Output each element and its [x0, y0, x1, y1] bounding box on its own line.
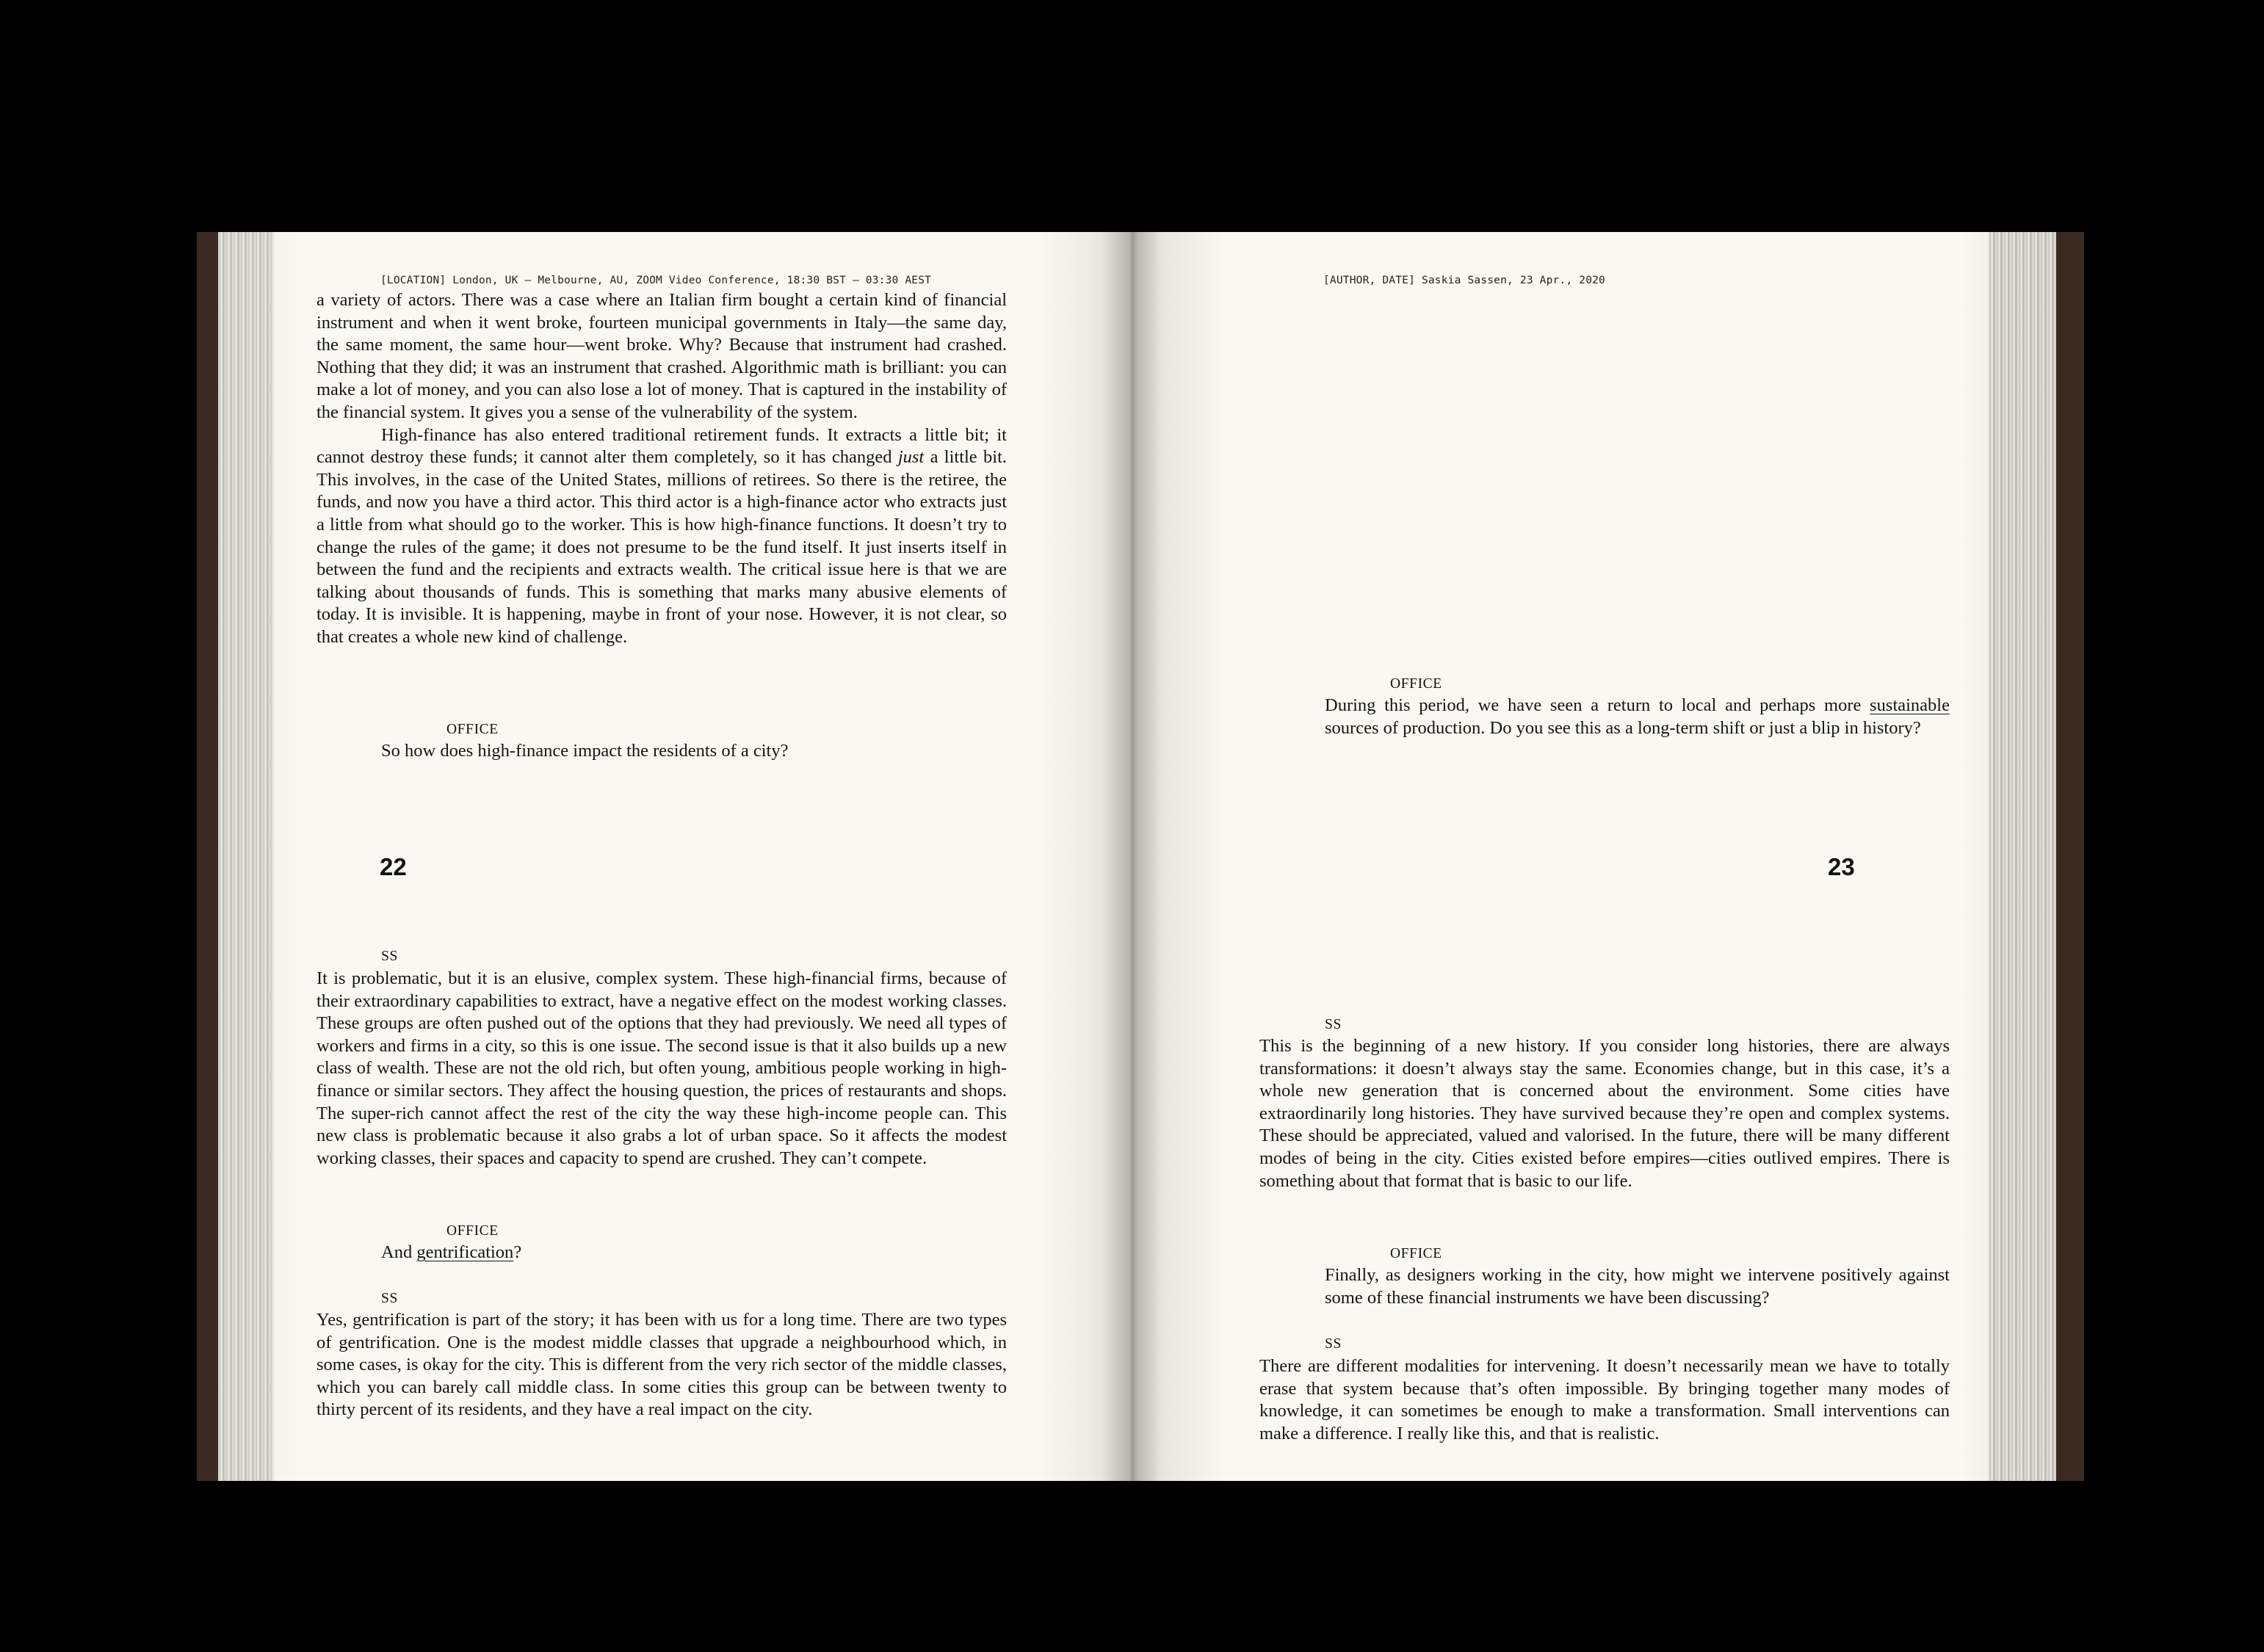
right-page — [1131, 232, 1989, 1481]
office-question: Finally, as designers working in the city, how might we intervene positively against some of these financial instruments we have been discussing? — [1325, 1265, 1950, 1308]
page-edges-right — [1989, 232, 2056, 1481]
ss-answer: This is the beginning of a new history. If you consider long histories, there are always transformations: it doesn’t always stay the same. Economies change, but in this case, it’s a whole new generation that is concerned about the environment. Some cities have extraordinarily long histories. They have survived because they’re open and complex systems. These should be appreciated, valued and valorised. In the future, there will be many different modes of being in the city. Cities existed before empires—cities outlived empires. There is something about that format that is basic to our life. — [1259, 1036, 1950, 1191]
running-head-left: [LOCATION] London, UK — Melbourne, AU, ZOOM Video Conference, 18:30 BST — 03:30 AEST — [380, 275, 932, 286]
speaker-label-office: OFFICE — [446, 1223, 499, 1239]
page-number-left: 22 — [380, 853, 407, 880]
underlined-term: gentrification — [416, 1242, 514, 1262]
page-edges-left — [218, 232, 274, 1481]
speaker-label-office: OFFICE — [446, 722, 499, 737]
running-head-right: [AUTHOR, DATE] Saskia Sassen, 23 Apr., 2020 — [1323, 275, 1605, 286]
office-question: And gentrification? — [381, 1242, 522, 1262]
speaker-label-office: OFFICE — [1390, 1246, 1442, 1261]
ss-answer: Yes, gentrification is part of the story; it has been with us for a long time. There are two types of gentrification. One is the modest middle classes that upgrade a neighbourhood which, in some cases, is okay for the city. This is different from the very rich sector of the middle classes, which you can barely call middle class. In some cities this group can be between twenty to thirty percent of its residents, and they have a real impact on the city. — [317, 1310, 1007, 1420]
ss-answer: There are different modalities for intervening. It doesn’t necessarily mean we have to totally erase that system because that’s often impossible. By bringing together many modes of knowledge, it can sometimes be enough to make a transformation. Small interventions can make a difference. I really like this, and that is realistic. — [1259, 1356, 1950, 1443]
italic-emphasis: just — [897, 447, 925, 468]
speaker-label-ss: SS — [1325, 1336, 1342, 1352]
paragraph: High-finance has also entered traditional retirement funds. It extracts a little bit; it cannot destroy these funds; it cannot alter them completely, so it has changed just a little bit. This involves, in the case of the United States, millions of retirees. So there is the retiree, the funds, and now you have a third actor. This third actor is a high-finance actor who extracts just a little from what should go to the worker. This is how high-finance functions. It doesn’t try to change the rules of the game; it does not presume to be the fund itself. It just inserts itself in between the fund and the recipients and extracts wealth. The critical issue here is that we are talking about thousands of funds. This is something that marks many abusive elements of today. It is invisible. It is happening, maybe in front of your nose. However, it is not clear, so that creates a whole new kind of challenge. — [317, 424, 1007, 647]
left-body-top — [317, 289, 1007, 649]
speaker-label-ss: SS — [381, 949, 398, 964]
office-question: So how does high-finance impact the residents of a city? — [381, 741, 789, 761]
left-page — [274, 232, 1131, 1481]
underlined-term: sustainable — [1870, 695, 1950, 715]
office-question: During this period, we have seen a return to local and perhaps more sustainable sources of production. Do you see this as a long-term shift or just a blip in history? — [1325, 695, 1950, 738]
speaker-label-office: OFFICE — [1390, 676, 1442, 692]
speaker-label-ss: SS — [1325, 1017, 1342, 1032]
page-number-right: 23 — [1828, 853, 1855, 880]
paragraph: a variety of actors. There was a case where an Italian firm bought a certain kind of financial instrument and when it went broke, fourteen municipal governments in Italy—the same day, the same moment, the same hour—went broke. Why? Because that instrument had crashed. Nothing that they did; it was an instrument that crashed. Algorithmic math is brilliant: you can make a lot of money, and you can also lose a lot of money. That is captured in the instability of the financial system. It gives you a sense of the vulnerability of the system. — [317, 290, 1007, 422]
ss-answer: It is problematic, but it is an elusive, complex system. These high-financial firms, because of their extraordinary capabilities to extract, have a negative effect on the modest working classes. These groups are often pushed out of the options that they had previously. We need all types of workers and firms in a city, so this is one issue. The second issue is that it also builds up a new class of wealth. These are not the old rich, but often young, ambitious people working in high-finance or similar sectors. They affect the housing question, the prices of restaurants and shops. The super-rich cannot affect the rest of the city the way these high-income people can. This new class is problematic because it also grabs a lot of urban space. So it affects the modest working classes, their spaces and capacity to spend are crushed. They can’t compete. — [317, 968, 1007, 1168]
speaker-label-ss: SS — [381, 1291, 398, 1306]
